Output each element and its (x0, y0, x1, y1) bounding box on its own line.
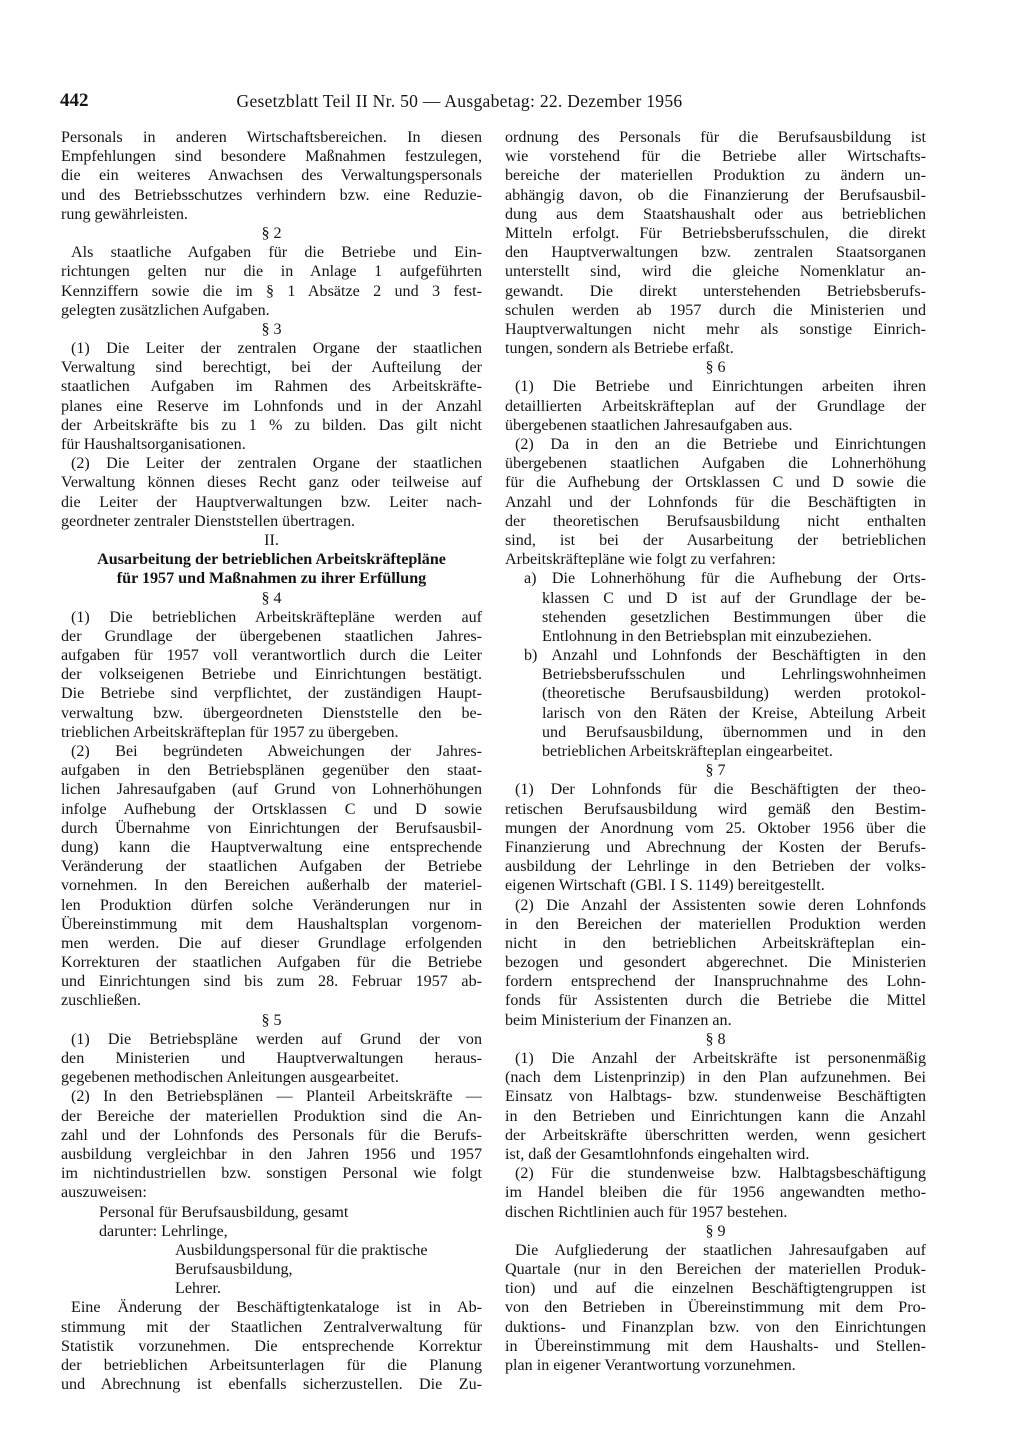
text-line: Die Aufgliederung der staatlichen Jahresaufgaben auf (515, 1241, 926, 1259)
text-line: len Produktion dürfen solche Veränderungen nur in (61, 896, 482, 914)
text-line: Empfehlungen sind besondere Maßnahmen festzulegen, (61, 148, 482, 166)
text-line: Betriebsberufsschulen und Lehrlingswohnheimen (542, 666, 926, 684)
text-line: men werden. Die auf dieser Grundlage erfolgenden (61, 934, 482, 952)
text-line: für die Aufhebung der Ortsklassen C und D sowie die (505, 474, 926, 492)
text-line: rung gewährleisten. (61, 205, 188, 223)
text-line: planes eine Reserve im Lohnfonds und in der Anzahl (61, 397, 482, 415)
text-line: (1) Die Betriebe und Einrichtungen arbeiten ihren (515, 378, 926, 396)
text-line: richtungen gelten nur die in Anlage 1 aufgeführten (61, 263, 482, 281)
text-line: der Arbeitskräfte überschritten werden, wenn gesichert (505, 1126, 926, 1144)
text-line: ausbildung vergleichbar in den Jahren 1956 und 1957 (61, 1145, 482, 1163)
text-line: Anzahl und der Lohnfonds für die Beschäftigten in (505, 493, 926, 511)
text-line: Personal für Berufsausbildung, gesamt (99, 1203, 349, 1221)
text-line: gelegten zusätzlichen Aufgaben. (61, 301, 270, 319)
text-line: Veränderung der staatlichen Aufgaben der Betriebe (61, 858, 482, 876)
text-line: Statistik vorzunehmen. Die entsprechende Korrektur (61, 1337, 482, 1355)
text-line: aufgaben für 1957 voll verantwortlich durch die Leiter (61, 647, 482, 665)
text-line: der theoretischen Berufsausbildung nicht enthalten (505, 512, 926, 530)
text-line: zahl und der Lohnfonds des Personals für die Berufs- (61, 1126, 482, 1144)
text-line: Lehrer. (175, 1280, 222, 1298)
text-line: (1) Die betrieblichen Arbeitskräftepläne werden auf (71, 608, 482, 626)
text-line: b) Anzahl und Lohnfonds der Beschäftigten in den (524, 647, 926, 665)
text-line: (1) Die Betriebspläne werden auf Grund der von (71, 1030, 482, 1048)
text-line: gewandt. Die direkt unterstehenden Betriebsberufs- (505, 282, 926, 300)
text-line: und Berufsausbildung, übernommen und in den (542, 723, 926, 741)
text-line: (2) Bei begründeten Abweichungen der Jahres- (71, 743, 482, 760)
text-line: (nach dem Listenprinzip) in den Plan aufzunehmen. Bei (505, 1069, 926, 1087)
page-header (60, 82, 760, 112)
text-line: Eine Änderung der Beschäftigtenkataloge ist in Ab- (71, 1299, 482, 1317)
text-line: infolge Aufhebung der Ortsklassen C und D sowie (61, 800, 482, 818)
text-line: bezogen und gesondert abgerechnet. Die Ministerien (505, 954, 926, 972)
text-line: Die Betriebe sind verpflichtet, der zuständigen Haupt- (61, 685, 482, 703)
text-line: Ausbildungspersonal für die praktische (175, 1241, 428, 1259)
text-line: abhängig davon, ob die Finanzierung der Berufsausbil- (505, 186, 926, 204)
text-line: der Bereiche der materiellen Produktion sind die An- (61, 1107, 482, 1125)
text-line: ordnung des Personals für die Berufsausbildung ist (505, 129, 926, 146)
section-heading-line: § 5 (261, 1011, 282, 1029)
text-line: larisch von den Räten der Kreise, Abteilung Arbeit (542, 704, 926, 722)
text-line: der betrieblichen Arbeitsunterlagen für die Planung (61, 1357, 482, 1374)
section-heading-line: für 1957 und Maßnahmen zu ihrer Erfüllung (116, 570, 427, 588)
text-line: auszuweisen: (61, 1184, 147, 1202)
text-line: Finanzierung und Abrechnung der Kosten der Berufs- (505, 838, 926, 856)
section-heading-line: § 4 (261, 589, 282, 607)
text-line: dung) kann die Hauptverwaltung eine entsprechende (61, 838, 482, 856)
text-line: tion) und auf die einzelnen Beschäftigtengruppen ist (505, 1280, 926, 1298)
text-line: und Einrichtungen sind bis zum 28. Februar 1957 ab- (61, 973, 482, 991)
running-title: Gesetzblatt Teil II Nr. 50 — Ausgabetag: 22. Dezember 1956 (236, 91, 683, 111)
text-line: klassen C und D ist auf der Grundlage der be- (542, 589, 926, 607)
text-line: in Übereinstimmung mit dem Haushalts- und Stellen- (505, 1337, 926, 1355)
text-line: Mitteln erfolgt. Für Betriebsberufsschulen, die direkt (505, 224, 926, 242)
text-line: der Grundlage der übergebenen staatlichen Jahres- (61, 627, 482, 645)
text-line: (1) Der Lohnfonds für die Beschäftigten der theo- (515, 781, 926, 799)
text-line: die Leiter der Hauptverwaltungen bzw. Leiter nach- (61, 493, 482, 511)
section-heading-line: § 3 (261, 320, 282, 338)
section-heading-line: Ausarbeitung der betrieblichen Arbeitskräftepläne (97, 551, 446, 569)
text-line: verwaltung bzw. übergeordneten Dienststelle den be- (61, 704, 482, 722)
text-line: Übereinstimmung mit dem Haushaltsplan vorgenom- (61, 915, 482, 933)
text-line: den Ministerien und Hauptverwaltungen heraus- (61, 1050, 482, 1067)
text-line: (2) Für die stundenweise bzw. Halbtagsbeschäftigung (515, 1165, 926, 1183)
text-line: darunter: Lehrlinge, (99, 1222, 228, 1240)
section-heading-line: § 6 (705, 359, 726, 377)
text-line: der Arbeitskräfte bis zu 1 % zu bilden. Das gilt nicht (61, 416, 482, 434)
text-line: (1) Die Anzahl der Arbeitskräfte ist personenmäßig (515, 1050, 926, 1067)
text-line: im Handel bleiben die für 1956 angewandten metho- (505, 1184, 926, 1202)
text-line: Verwaltung können dieses Recht ganz oder teilweise auf (61, 474, 482, 492)
section-heading-line: II. (264, 531, 279, 549)
text-line: Korrekturen der staatlichen Aufgaben für die Betriebe (61, 954, 482, 972)
text-line: Berufsausbildung, (175, 1261, 293, 1279)
section-heading-line: § 7 (705, 762, 726, 780)
text-line: der volkseigenen Betriebe und Einrichtungen bestätigt. (61, 666, 482, 684)
text-line: Entlohnung in den Betriebsplan mit einzubeziehen. (542, 627, 872, 645)
text-line: nicht in den betrieblichen Arbeitskräfteplan ein- (505, 934, 926, 952)
text-line: (2) Die Anzahl der Assistenten sowie deren Lohnfonds (515, 896, 926, 914)
text-line: ist, daß der Gesamtlohnfonds eingehalten wird. (505, 1145, 810, 1163)
text-line: fonds für Assistenten durch die Betriebe die Mittel (505, 992, 926, 1010)
text-line: Arbeitskräftepläne wie folgt zu verfahren: (505, 551, 776, 569)
text-line: mungen der Anordnung vom 25. Oktober 1956 über die (505, 819, 926, 837)
text-line: den Hauptverwaltungen bzw. zentralen Staatsorganen (505, 244, 926, 262)
text-line: trieblichen Arbeitskräfteplan für 1957 zu übergeben. (61, 723, 399, 741)
text-line: Hauptverwaltungen nicht mehr als sonstige Einrich- (505, 320, 926, 338)
text-line: (2) Die Leiter der zentralen Organe der staatlichen (71, 455, 482, 473)
text-line: (2) In den Betriebsplänen — Planteil Arbeitskräfte — (71, 1088, 482, 1106)
text-line: a) Die Lohnerhöhung für die Aufhebung der Orts- (524, 570, 926, 588)
page-number: 442 (60, 90, 89, 111)
text-line: betrieblichen Arbeitskräfteplan eingearbeitet. (542, 743, 833, 760)
text-line: im nichtindustriellen bzw. sonstigen Personal wie folgt (61, 1165, 482, 1183)
text-line: Verwaltung sind berechtigt, bei der Aufteilung der (61, 359, 482, 377)
text-line: von den Betrieben in Übereinstimmung mit dem Pro- (505, 1299, 926, 1317)
text-line: dischen Richtlinien auch für 1957 bestehen. (505, 1203, 788, 1221)
text-line: in den Betrieben und Einrichtungen kann die Anzahl (505, 1107, 926, 1125)
text-line: schulen werden ab 1957 durch die Ministerien und (505, 301, 926, 319)
text-line: (1) Die Leiter der zentralen Organe der staatlichen (71, 340, 482, 358)
text-line: staatlichen Aufgaben im Rahmen des Arbeitskräfte- (61, 378, 482, 396)
text-line: Personals in anderen Wirtschaftsbereichen. In diesen (61, 129, 482, 146)
text-line: sind, ist bei der Ausarbeitung der betrieblichen (505, 531, 926, 549)
text-line: lichen Jahresaufgaben (auf Grund von Lohnerhöhungen (61, 781, 482, 799)
text-line: duktions- und Finanzplan bzw. von den Einrichtungen (505, 1318, 926, 1336)
right-column (505, 128, 926, 1375)
text-line: detaillierten Arbeitskräfteplan auf der Grundlage der (505, 397, 926, 415)
text-line: übergebenen staatlichen Aufgaben die Lohnerhöhung (505, 455, 926, 473)
text-line: beim Ministerium der Finanzen an. (505, 1011, 732, 1029)
text-line: Einsatz von Halbtags- bzw. stundenweise Beschäftigten (505, 1088, 926, 1106)
text-line: vornehmen. In den Bereichen außerhalb der materiel- (61, 877, 482, 895)
text-line: tungen, sondern als Betriebe erfaßt. (505, 340, 734, 358)
text-line: (2) Da in den an die Betriebe und Einrichtungen (515, 436, 926, 453)
text-line: für Haushaltsorganisationen. (61, 436, 246, 453)
text-line: wie vorstehend für die Betriebe aller Wirtschafts- (505, 148, 926, 166)
text-line: retischen Berufsausbildung wird gemäß den Bestim- (505, 800, 926, 818)
text-line: in den Bereichen der materiellen Produktion werden (505, 915, 926, 933)
text-line: Quartale (nur in den Bereichen der materiellen Produk- (505, 1261, 926, 1279)
text-line: plan in eigener Verantwortung vorzunehmen. (505, 1357, 796, 1374)
text-line: fordern entsprechend der Inanspruchnahme des Lohn- (505, 973, 926, 991)
text-line: gegebenen methodischen Anleitungen ausgearbeitet. (61, 1069, 399, 1087)
section-heading-line: § 9 (705, 1222, 726, 1240)
text-line: zuschließen. (61, 992, 141, 1010)
text-line: geordneter zentraler Dienststellen übertragen. (61, 512, 356, 530)
section-heading-line: § 8 (705, 1030, 726, 1048)
text-line: Kennziffern sowie die im § 1 Absätze 2 und 3 fest- (61, 282, 482, 300)
text-line: aufgaben in den Betriebsplänen gegenüber den staat- (61, 762, 482, 780)
text-line: die ein weiteres Anwachsen des Verwaltungspersonals (61, 167, 482, 185)
text-line: und Abrechnung ist ebenfalls sicherzustellen. Die Zu- (61, 1376, 482, 1394)
text-line: übergebenen staatlichen Jahresaufgaben aus. (505, 416, 793, 434)
text-line: stimmung mit der Staatlichen Zentralverwaltung für (61, 1318, 482, 1336)
section-heading-line: § 2 (261, 224, 282, 242)
text-line: eigenen Wirtschaft (GBl. I S. 1149) bereitgestellt. (505, 877, 825, 895)
text-line: dung aus dem Staatshaushalt oder aus betrieblichen (505, 205, 926, 223)
text-line: stehenden gesetzlichen Bestimmungen über die (542, 608, 926, 626)
text-line: bereiche der materiellen Produktion zu ändern un- (505, 167, 926, 185)
text-line: Als staatliche Aufgaben für die Betriebe und Ein- (71, 244, 482, 262)
text-line: durch Übernahme von Einrichtungen der Berufsausbil- (61, 819, 482, 837)
text-line: (theoretische Berufsausbildung) werden protokol- (542, 685, 926, 703)
text-line: ausbildung der Lehrlinge in den Betrieben der volks- (505, 858, 926, 876)
left-column (61, 128, 482, 1394)
text-line: und des Betriebsschutzes verhindern bzw. eine Reduzie- (61, 186, 482, 204)
text-line: unterstellt sind, wird die gleiche Nomenklatur an- (505, 263, 926, 281)
